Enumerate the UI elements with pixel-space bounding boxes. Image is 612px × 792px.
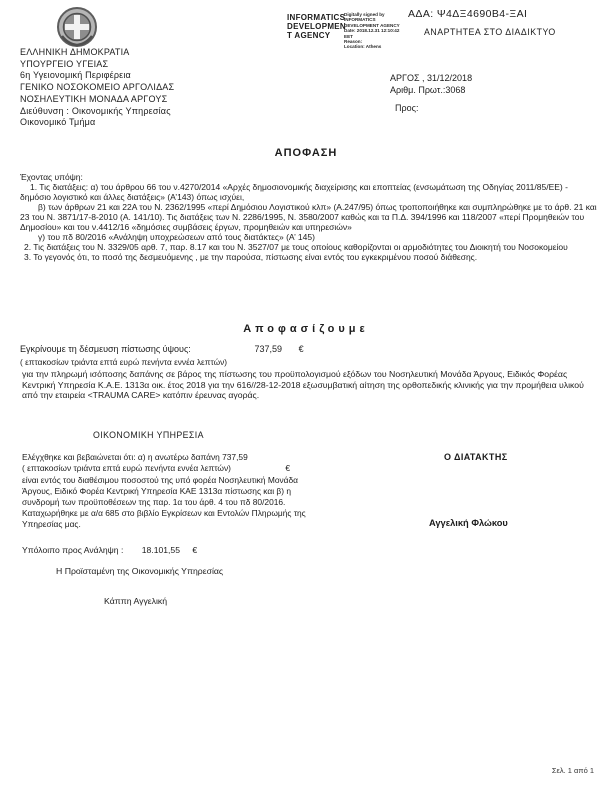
org-line: ΥΠΟΥΡΓΕΙΟ ΥΓΕΙΑΣ bbox=[20, 58, 109, 69]
having-regard-label: Έχοντας υπόψη: bbox=[20, 172, 83, 182]
org-line: ΕΛΛΗΝΙΚΗ ΔΗΜΟΚΡΑΤΙΑ bbox=[20, 47, 130, 57]
preamble-item: 1. Τις διατάξεις: α) του άρθρου 66 του ν.4270/2014 «Αρχές δημοσιονομικής διαχείρισης και εποπτείας (ενσωμάτωση της Οδηγίας 2011/85/ΕΕ) - δημόσιο λογιστικό και άλλες διατάξεις» (Α’143) όπως ισχύει, bbox=[20, 182, 568, 202]
preamble-item: 3. Το γεγονός ότι, το ποσό της δεσμευόμενης , με την παρούσα, πίστωσης είναι εντός του εγκεκριμένου ποσού διάθεσης. bbox=[24, 252, 478, 262]
preamble-item: γ) του πδ 80/2016 «Ανάληψη υποχρεώσεων από τους διατάκτες» (Α’ 145) bbox=[38, 232, 315, 242]
remaining-balance-row bbox=[22, 545, 197, 555]
approved-amount-row bbox=[20, 344, 304, 354]
preamble-item: β) των άρθρων 21 και 22Α του Ν. 2362/1995 «περί Δημόσιου Λογιστικού κλπ» (Α.247/95) όπως τροποποιήθηκε και συμπληρώθηκε με το άρθ. 21 και 23 του Ν. 3871/17-8-2010 (Α. 141/10). Τις διατάξεις των Ν. 2286/1995, Ν. 3580/2007 καθώς και τα Π.Δ. 394/1996 και 118/2007 «περί Προμηθειών του Δημοσίου» και του ν.4412/16 «δημόσιες συμβάσεις έργων, προμηθειών και υπηρεσιών» bbox=[20, 202, 597, 232]
verification-body: είναι εντός του διαθέσιμου ποσοστού της υπό φορέα Νοσηλευτική Μονάδα Άργους, Ειδικό Φορέα Κεντρική Υπηρεσία ΚΑΕ 1313α πίστωσης και β) η συνδρομή των προϋποθέσεων της παρ. 1α του άρθ. 4 του πδ 80/2016. bbox=[22, 475, 299, 507]
recipient-label: Προς: bbox=[395, 103, 419, 113]
orderer-title: Ο ΔΙΑΤΑΚΤΗΣ bbox=[444, 452, 508, 462]
preamble-section bbox=[20, 172, 598, 262]
euro-sign: € bbox=[285, 463, 290, 473]
org-line: ΓΕΝΙΚΟ ΝΟΣΟΚΟΜΕΙΟ ΑΡΓΟΛΙΔΑΣ bbox=[20, 82, 175, 93]
signature-detail-line: DEVELOPMENT AGENCY bbox=[344, 22, 400, 28]
expense-purpose-paragraph: για την πληρωμή ισόποσης δαπάνης σε βάρος της πίστωσης του προϋπολογισμού εξόδων του Νοσηλευτική Μονάδα Άργους, Ειδικός Φορέας Κεντρική Υπηρεσία Κ.Α.Ε. 1313α οικ. έτος 2018 για την 616//28-12-2018 εξωσυμβατική αίτηση της ορθοπεδικής κλινικής για την προμήθεια υλικού από την εταιρεία <TRAUMA CARE> κατόπιν έρευνας αγοράς. bbox=[22, 369, 584, 400]
finance-head-title: Η Προϊσταμένη της Οικονομικής Υπηρεσίας bbox=[56, 566, 224, 576]
protocol-number: Αριθμ. Πρωτ.:3068 bbox=[390, 85, 466, 95]
agency-line: T AGENCY bbox=[287, 31, 331, 40]
ada-code: ΑΔΑ: Ψ4ΔΞ4690Β4-ΞΑΙ bbox=[408, 8, 528, 20]
euro-sign: € bbox=[298, 344, 304, 354]
org-line: 6η Υγειονομική Περιφέρεια bbox=[20, 70, 131, 81]
euro-sign: € bbox=[192, 545, 198, 555]
balance-amount: 18.101,55 bbox=[141, 545, 180, 555]
approved-amount: 737,59 bbox=[254, 344, 283, 354]
agency-line: DEVELOPMEN bbox=[287, 22, 347, 31]
verification-amount-words: ( επτακοσίων τριάντα επτά ευρώ πενήντα εννέα λεπτών) bbox=[22, 463, 231, 473]
signature-detail-line: Reason: bbox=[344, 39, 363, 45]
internet-posting-label: ΑΝΑΡΤΗΤΕΑ ΣΤΟ ΔΙΑΔΙΚΤΥΟ bbox=[424, 27, 556, 37]
finance-head-name: Κάππη Αγγελική bbox=[104, 596, 168, 606]
signature-detail-line: Date: 2018.12.31 12:10:42 bbox=[344, 28, 400, 34]
page-number: Σελ. 1 από 1 bbox=[551, 766, 594, 775]
signature-detail-line: Location: Athens bbox=[344, 44, 382, 50]
signature-detail-line: Digitally signed by bbox=[344, 12, 385, 17]
org-line: Διεύθυνση : Οικονομικής Υπηρεσίας bbox=[20, 105, 171, 116]
document-title: ΑΠΟΦΑΣΗ bbox=[274, 147, 338, 159]
issuing-authority-block bbox=[20, 47, 174, 129]
greek-republic-emblem-icon bbox=[56, 6, 98, 48]
preamble-item: 2. Τις διατάξεις του Ν. 3329/05 αρθ. 7, παρ. 8.17 και του Ν. 3527/07 με τους οποίους καθορίζονται οι αρμοδιότητες του Διοικητή του Νοσοκομείου bbox=[24, 242, 568, 252]
financial-service-block bbox=[22, 452, 314, 530]
digital-signature-details bbox=[344, 12, 414, 50]
balance-label: Υπόλοιπο προς Ανάληψη : bbox=[22, 545, 124, 555]
financial-service-heading: ΟΙΚΟΝΟΜΙΚΗ ΥΠΗΡΕΣΙΑ bbox=[93, 430, 204, 440]
digital-signature-agency bbox=[287, 13, 346, 40]
signature-detail-line: EET bbox=[344, 33, 353, 39]
orderer-name: Αγγελική Φλώκου bbox=[429, 518, 508, 528]
org-line: Οικονομικό Τμήμα bbox=[20, 117, 96, 128]
agency-line: INFORMATICS bbox=[287, 13, 346, 22]
org-line: ΝΟΣΗΛΕΥΤΙΚΗ ΜΟΝΑΔΑ ΑΡΓΟΥΣ bbox=[20, 93, 168, 104]
registration-line: Καταχωρήθηκε με α/α 685 στο βιβλίο Εγκρίσεων και Εντολών Πληρωμής της Υπηρεσίας μας. bbox=[22, 508, 306, 529]
amount-in-words: ( επτακοσίων τριάντα επτά ευρώ πενήντα εννέα λεπτών) bbox=[20, 357, 227, 367]
verification-line: Ελέγχθηκε και βεβαιώνεται ότι: α) η ανωτέρω δαπάνη 737,59 bbox=[22, 452, 248, 462]
signature-detail-line: INFORMATICS bbox=[344, 17, 376, 23]
decide-heading: Αποφασίζουμε bbox=[243, 323, 369, 335]
city-date: ΑΡΓΟΣ , 31/12/2018 bbox=[390, 73, 473, 83]
approve-label: Εγκρίνουμε τη δέσμευση πίστωσης ύψους: bbox=[20, 344, 191, 354]
